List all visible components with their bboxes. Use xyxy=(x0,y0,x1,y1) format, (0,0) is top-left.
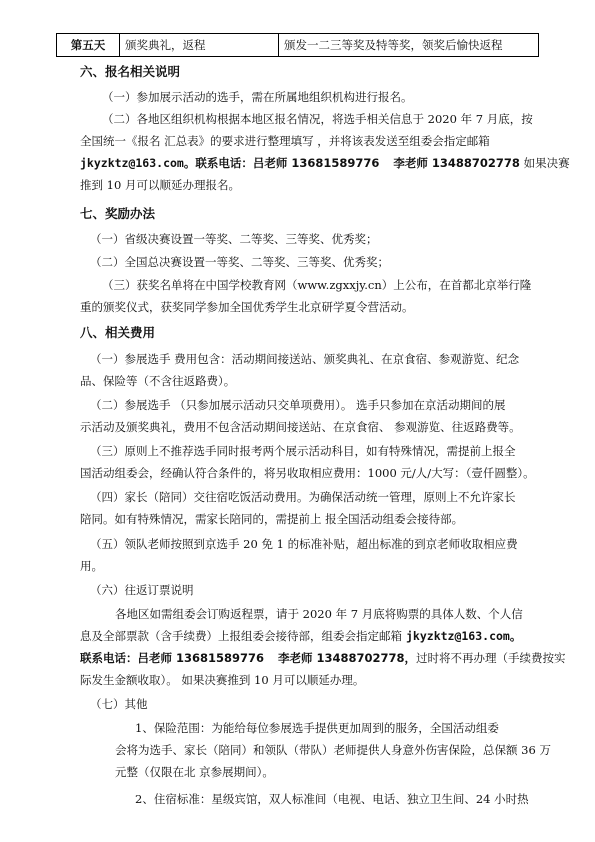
paragraph-text: 2、住宿标准：星级宾馆，双人标准间（电视、电话、独立卫生间、24 小时热 xyxy=(135,792,529,806)
paragraph-text: 重的颁奖仪式，获奖同学参加全国优秀学生北京研学夏令营活动。 xyxy=(80,300,414,314)
paragraph-text: 国活动组委会，经确认符合条件的，将另收取相应费用：1000 元/人/大写：（壹仟圆整）。 xyxy=(80,466,535,480)
section-heading-fees: 八、相关费用 xyxy=(80,325,156,340)
paragraph-text: 各地区如需组委会订购返程票，请于 2020 年 7 月底将购票的具体人数、个人信 xyxy=(115,607,523,621)
paragraph-text: 际发生金额收取）。 如果决赛推到 10 月可以顺延办理。 xyxy=(80,673,365,687)
paragraph-text: 会将为选手、家长（陪同）和领队（带队）老师提供人身意外伤害保险，总保额 36 万 xyxy=(115,743,551,757)
schedule-detail-cell: 颁发一二三等奖及特等奖，领奖后愉快返程 xyxy=(279,34,539,57)
paragraph-text: （五）领队老师按照到京选手 20 免 1 的标准补贴，超出标准的到京老师收取相应费 xyxy=(90,537,518,551)
schedule-activity-cell: 颁奖典礼，返程 xyxy=(120,34,279,57)
contact-phone-li: 李老师 13488702778， xyxy=(278,651,417,665)
paragraph-text: 息及全部票款（含手续费）上报组委会接待部，组委会指定邮箱 xyxy=(80,629,402,643)
paragraph-text: （二）全国总决赛设置一等奖、二等奖、三等奖、优秀奖； xyxy=(90,255,389,269)
paragraph-text: （一）参加展示活动的选手，需在所属地组织机构进行报名。 xyxy=(102,90,413,104)
paragraph-text: 品、保险等（不含往返路费）。 xyxy=(80,374,236,388)
paragraph-text: 1、保险范围：为能给每位参展选手提供更加周到的服务，全国活动组委 xyxy=(135,721,499,735)
subsection-title: （六）往返订票说明 xyxy=(90,583,194,597)
paragraph-text: 元整（仅限在北 京参展期间）。 xyxy=(115,765,274,779)
paragraph-text: （一）省级决赛设置一等奖、二等奖、三等奖、优秀奖； xyxy=(90,232,378,246)
section-heading-registration: 六、报名相关说明 xyxy=(80,64,181,79)
subsection-title: （七）其他 xyxy=(90,697,148,711)
schedule-table xyxy=(56,33,539,57)
schedule-day-cell: 第五天 xyxy=(57,34,120,57)
contact-email: jkyzktz@163.com。 xyxy=(80,156,196,170)
paragraph-text: 推到 10 月可以顺延办理报名。 xyxy=(80,178,240,192)
paragraph-text: 陪同。如有特殊情况，需家长陪同的，需提前上 报全国活动组委会接待部。 xyxy=(80,512,464,526)
table-row xyxy=(57,34,539,57)
paragraph-text: （三）获奖名单将在中国学校教育网（www.zgxxjy.cn）上公布，在首都北京举行隆 xyxy=(102,278,532,292)
contact-email: jkyzktz@163.com。 xyxy=(406,629,522,643)
paragraph-text: （三）原则上不推荐选手同时报考两个展示活动科目，如有特殊情况，需提前上报全 xyxy=(90,444,516,458)
contact-line xyxy=(80,629,521,643)
contact-phone-lv: 联系电话：吕老师 13681589776 xyxy=(80,651,265,665)
paragraph-text: （一）参展选手 费用包含：活动期间接送站、颁奖典礼、在京食宿、参观游览、纪念 xyxy=(90,352,520,366)
contact-line xyxy=(80,156,570,170)
paragraph-text: 全国统一《报名 汇总表》的要求进行整理填写 ，并将该表发送至组委会指定邮箱 xyxy=(80,134,490,148)
section-heading-awards: 七、奖励办法 xyxy=(80,206,156,221)
paragraph-text: （二）各地区组织机构根据本地区报名情况，将选手相关信息于 2020 年 7 月底，按 xyxy=(102,112,533,126)
contact-phone-lv: 联系电话：吕老师 13681589776 xyxy=(195,156,380,170)
paragraph-text: 用。 xyxy=(80,559,103,573)
paragraph-text: （四）家长（陪同）交往宿吃饭活动费用。为确保活动统一管理，原则上不允许家长 xyxy=(90,490,516,504)
contact-phone-li: 李老师 13488702778 xyxy=(393,156,520,170)
paragraph-text: 示活动及颁奖典礼，费用不包含活动期间接送站、在京食宿、 参观游览、往返路费等。 xyxy=(80,420,521,434)
paragraph-text: 过时将不再办理（手续费按实 xyxy=(416,651,566,665)
paragraph-text: 如果决赛 xyxy=(523,156,570,170)
paragraph-text: （二）参展选手 （只参加展示活动只交单项费用）。 选手只参加在京活动期间的展 xyxy=(90,398,506,412)
contact-line xyxy=(80,651,566,665)
